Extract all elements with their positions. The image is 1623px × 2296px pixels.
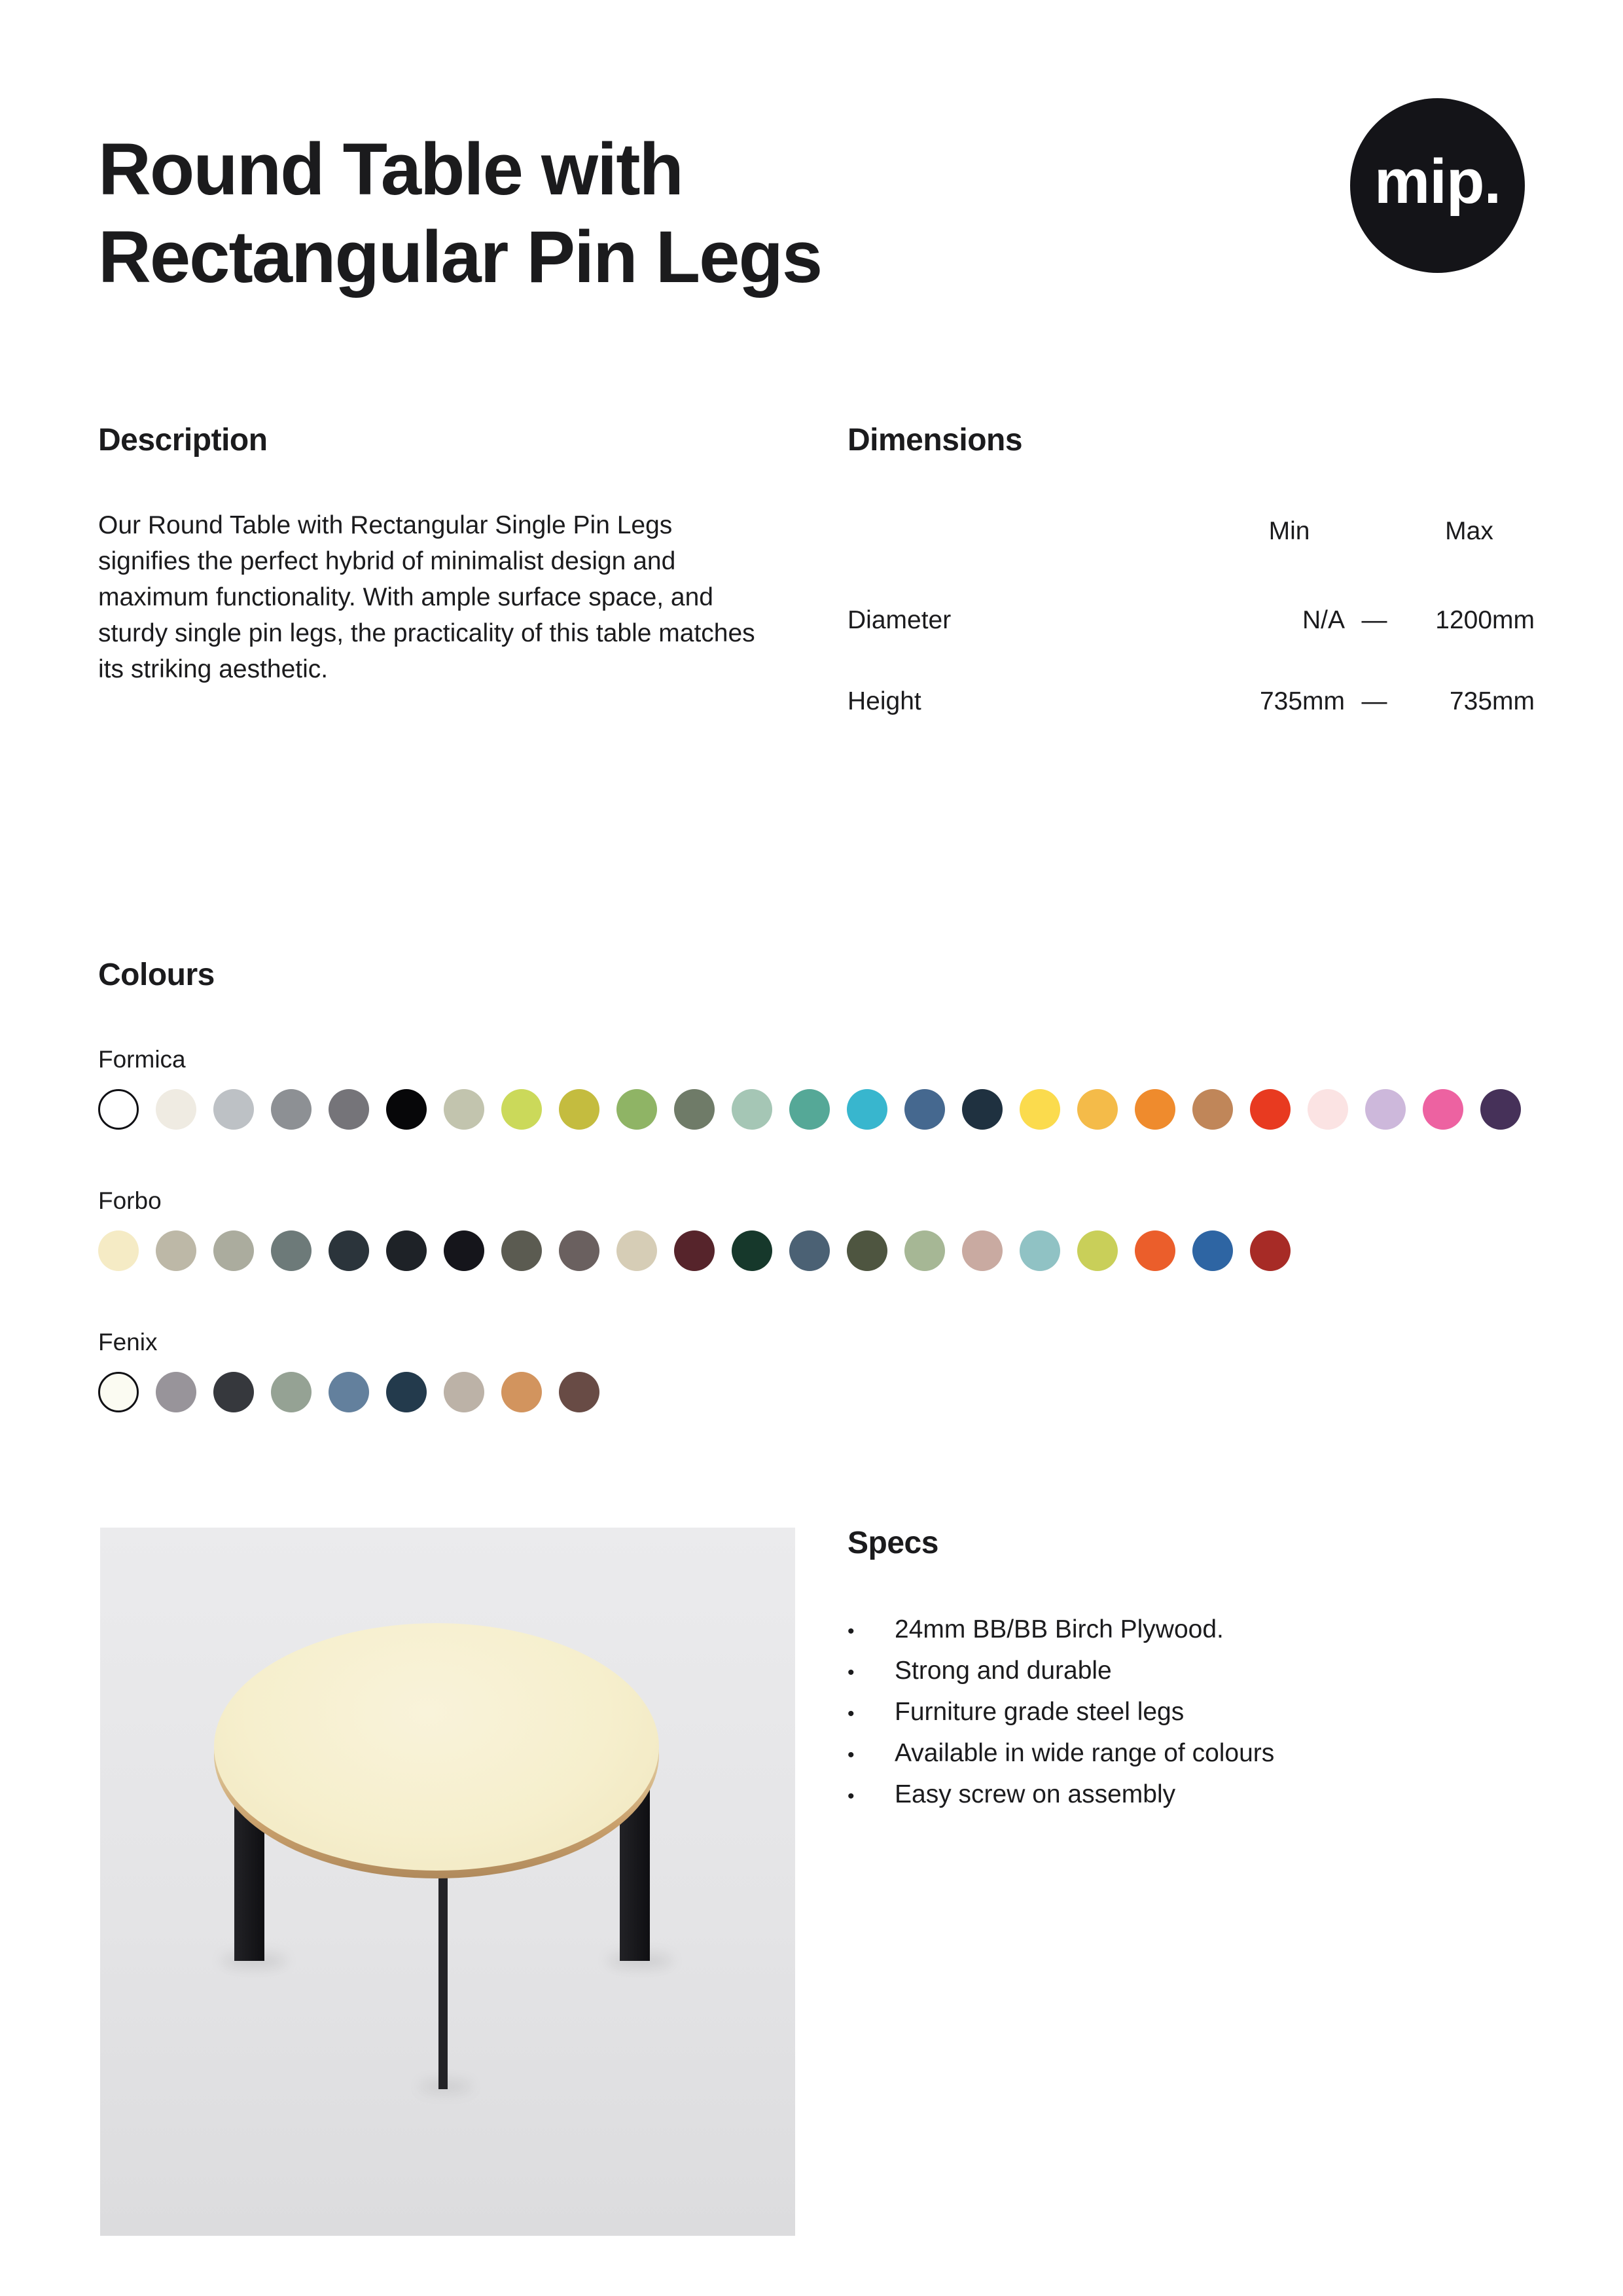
spec-text: Furniture grade steel legs — [895, 1698, 1185, 1726]
swatch-forbo-8 — [501, 1230, 542, 1271]
description-body: Our Round Table with Rectangular Single Pin Legs signifies the perfect hybrid of minimalist design and maximum functionality. With ample surface space, and sturdy single pin legs, the practicality of this table matches its striking aesthetic. — [98, 511, 755, 683]
spec-item — [847, 1693, 1567, 1734]
swatch-forbo-18 — [1077, 1230, 1118, 1271]
swatch-formica-4 — [271, 1089, 312, 1130]
swatch-formica-16 — [962, 1089, 1003, 1130]
colour-group-label-formica: Formica — [98, 1046, 186, 1073]
swatch-formica-20 — [1192, 1089, 1233, 1130]
swatch-fenix-8 — [501, 1372, 542, 1412]
dimensions-min-header: Min — [1268, 517, 1310, 545]
spec-item — [847, 1610, 1567, 1651]
dim-label: Diameter — [847, 606, 952, 634]
specs-section — [847, 1525, 1567, 1816]
swatch-forbo-15 — [904, 1230, 945, 1271]
dim-max: 1200mm — [1435, 606, 1535, 634]
swatch-fenix-7 — [444, 1372, 484, 1412]
swatch-forbo-6 — [386, 1230, 427, 1271]
swatch-formica-3 — [213, 1089, 254, 1130]
swatch-row-formica — [98, 1089, 1571, 1130]
swatch-fenix-6 — [386, 1372, 427, 1412]
spec-item — [847, 1651, 1567, 1693]
dimensions-rows — [847, 606, 1535, 716]
swatch-formica-6 — [386, 1089, 427, 1130]
bullet-icon: • — [847, 1703, 855, 1725]
dimensions-header-row — [847, 517, 1535, 546]
spec-text: Available in wide range of colours — [895, 1739, 1275, 1767]
brand-logo-text: mip. — [1374, 146, 1501, 217]
swatch-forbo-21 — [1250, 1230, 1291, 1271]
swatch-formica-17 — [1020, 1089, 1060, 1130]
swatch-forbo-16 — [962, 1230, 1003, 1271]
swatch-formica-12 — [732, 1089, 772, 1130]
colour-group-label-forbo: Forbo — [98, 1187, 162, 1214]
swatch-forbo-5 — [329, 1230, 369, 1271]
swatch-fenix-3 — [213, 1372, 254, 1412]
bullet-icon: • — [847, 1785, 855, 1807]
swatch-fenix-9 — [559, 1372, 599, 1412]
swatch-forbo-12 — [732, 1230, 772, 1271]
swatch-forbo-19 — [1135, 1230, 1175, 1271]
dim-dash: — — [1361, 606, 1387, 634]
product-image — [100, 1528, 795, 2236]
swatch-forbo-14 — [847, 1230, 887, 1271]
swatch-forbo-17 — [1020, 1230, 1060, 1271]
swatch-forbo-20 — [1192, 1230, 1233, 1271]
dimensions-max-header: Max — [1445, 517, 1493, 545]
swatch-formica-11 — [674, 1089, 715, 1130]
dim-label: Height — [847, 687, 921, 715]
spec-item — [847, 1734, 1567, 1775]
table-leg-center — [438, 1855, 448, 2089]
dimensions-dash-spacer — [1345, 517, 1404, 546]
swatch-formica-9 — [559, 1089, 599, 1130]
swatch-formica-19 — [1135, 1089, 1175, 1130]
specs-heading: Specs — [847, 1526, 938, 1560]
swatch-formica-21 — [1250, 1089, 1291, 1130]
page-title-line1: Round Table with — [98, 128, 683, 210]
bullet-icon: • — [847, 1621, 855, 1642]
swatch-formica-7 — [444, 1089, 484, 1130]
swatch-forbo-2 — [156, 1230, 196, 1271]
swatch-forbo-7 — [444, 1230, 484, 1271]
swatch-row-fenix — [98, 1372, 1571, 1412]
dim-min: 735mm — [1259, 687, 1345, 715]
swatch-forbo-4 — [271, 1230, 312, 1271]
swatch-forbo-1 — [98, 1230, 139, 1271]
dim-min: N/A — [1302, 606, 1345, 634]
swatch-forbo-9 — [559, 1230, 599, 1271]
swatch-fenix-4 — [271, 1372, 312, 1412]
swatch-formica-1 — [98, 1089, 139, 1130]
swatch-forbo-10 — [616, 1230, 657, 1271]
swatch-formica-8 — [501, 1089, 542, 1130]
swatch-formica-18 — [1077, 1089, 1118, 1130]
swatch-formica-14 — [847, 1089, 887, 1130]
swatch-fenix-1 — [98, 1372, 139, 1412]
page-title-line2: Rectangular Pin Legs — [98, 216, 822, 298]
specs-list — [847, 1610, 1567, 1816]
swatch-forbo-11 — [674, 1230, 715, 1271]
swatch-formica-25 — [1480, 1089, 1521, 1130]
swatch-formica-22 — [1308, 1089, 1348, 1130]
swatch-forbo-3 — [213, 1230, 254, 1271]
dimension-row-diameter — [847, 606, 1535, 635]
dim-max: 735mm — [1449, 687, 1535, 715]
bullet-icon: • — [847, 1744, 855, 1766]
swatch-fenix-2 — [156, 1372, 196, 1412]
spec-text: 24mm BB/BB Birch Plywood. — [895, 1615, 1224, 1643]
swatch-formica-15 — [904, 1089, 945, 1130]
swatch-forbo-13 — [789, 1230, 830, 1271]
dimensions-section — [847, 422, 1535, 716]
page-title — [98, 126, 821, 301]
spec-text: Strong and durable — [895, 1657, 1112, 1685]
tabletop — [214, 1623, 659, 1871]
colours-heading: Colours — [98, 958, 215, 992]
swatch-formica-5 — [329, 1089, 369, 1130]
spec-text: Easy screw on assembly — [895, 1780, 1176, 1808]
swatch-formica-13 — [789, 1089, 830, 1130]
swatch-formica-2 — [156, 1089, 196, 1130]
dimension-row-height — [847, 687, 1535, 716]
spec-item — [847, 1775, 1567, 1816]
swatch-fenix-5 — [329, 1372, 369, 1412]
swatch-formica-23 — [1365, 1089, 1406, 1130]
colour-groups — [98, 1046, 1571, 1412]
bullet-icon: • — [847, 1662, 855, 1683]
colours-section — [98, 957, 1571, 1412]
swatch-formica-10 — [616, 1089, 657, 1130]
description-heading: Description — [98, 423, 268, 457]
brand-logo — [1350, 98, 1525, 273]
swatch-row-forbo — [98, 1230, 1571, 1271]
dimensions-header-spacer — [847, 517, 1234, 546]
description-section — [98, 422, 766, 687]
dim-dash: — — [1361, 687, 1387, 715]
dimensions-heading: Dimensions — [847, 423, 1023, 457]
colour-group-label-fenix: Fenix — [98, 1329, 158, 1355]
swatch-formica-24 — [1423, 1089, 1463, 1130]
